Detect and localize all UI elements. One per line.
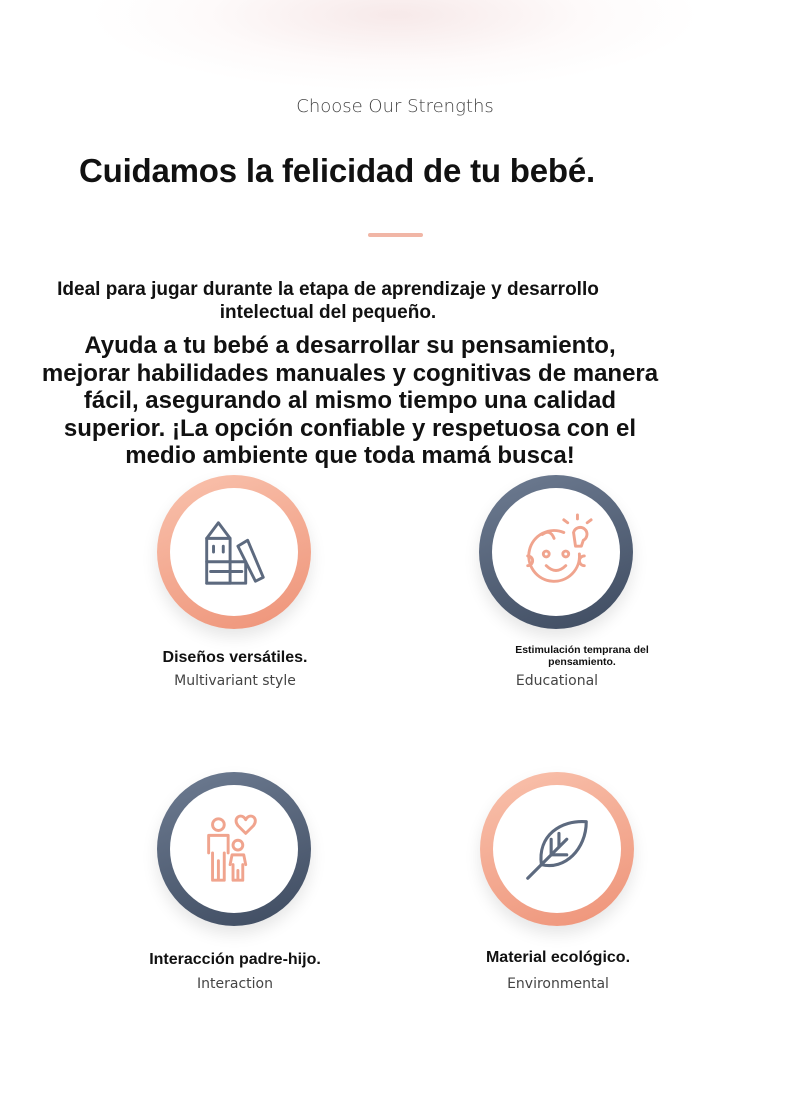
feature-ring bbox=[480, 772, 634, 926]
feature-subtitle: Interaction bbox=[197, 976, 273, 992]
feature-subtitle: Environmental bbox=[507, 976, 609, 992]
feature-subtitle: Multivariant style bbox=[174, 673, 296, 689]
top-decorative-glow bbox=[95, 0, 695, 90]
page-title: Cuidamos la felicidad de tu bebé. bbox=[78, 152, 595, 189]
feature-title: Material ecológico. bbox=[485, 949, 631, 966]
section-eyebrow: Choose Our Strengths bbox=[296, 96, 494, 117]
description-paragraph: Ayuda a tu bebé a desarrollar su pensamiento, mejorar habilidades manuales y cognitivas de manera fácil, asegurando al mismo tiempo una calidad superior. ¡La opción confiable y respetuosa con el medio ambiente que toda mamá busca! bbox=[41, 332, 659, 469]
feature-subtitle: Educational bbox=[515, 673, 599, 689]
feature-title: Diseños versátiles. bbox=[162, 649, 308, 666]
intro-text: Ideal para jugar durante la etapa de aprendizaje y desarrollo intelectual del pequeño. bbox=[57, 279, 599, 323]
title-divider bbox=[368, 233, 423, 237]
feature-title: Interacción padre-hijo. bbox=[149, 951, 321, 968]
feature-ring bbox=[157, 772, 311, 926]
leaf-icon bbox=[518, 810, 596, 888]
feature-card-environmental bbox=[393, 772, 723, 1002]
feature-ring bbox=[157, 475, 311, 629]
feature-title: Estimulación temprana del pensamiento. bbox=[515, 644, 649, 668]
parent-child-heart-icon bbox=[195, 810, 273, 888]
feature-card-versatile bbox=[70, 475, 400, 705]
feature-card-interaction bbox=[70, 772, 400, 1002]
feature-card-educational bbox=[392, 475, 722, 705]
castle-blocks-icon bbox=[195, 513, 273, 591]
feature-ring bbox=[479, 475, 633, 629]
baby-face-idea-icon bbox=[517, 513, 595, 591]
